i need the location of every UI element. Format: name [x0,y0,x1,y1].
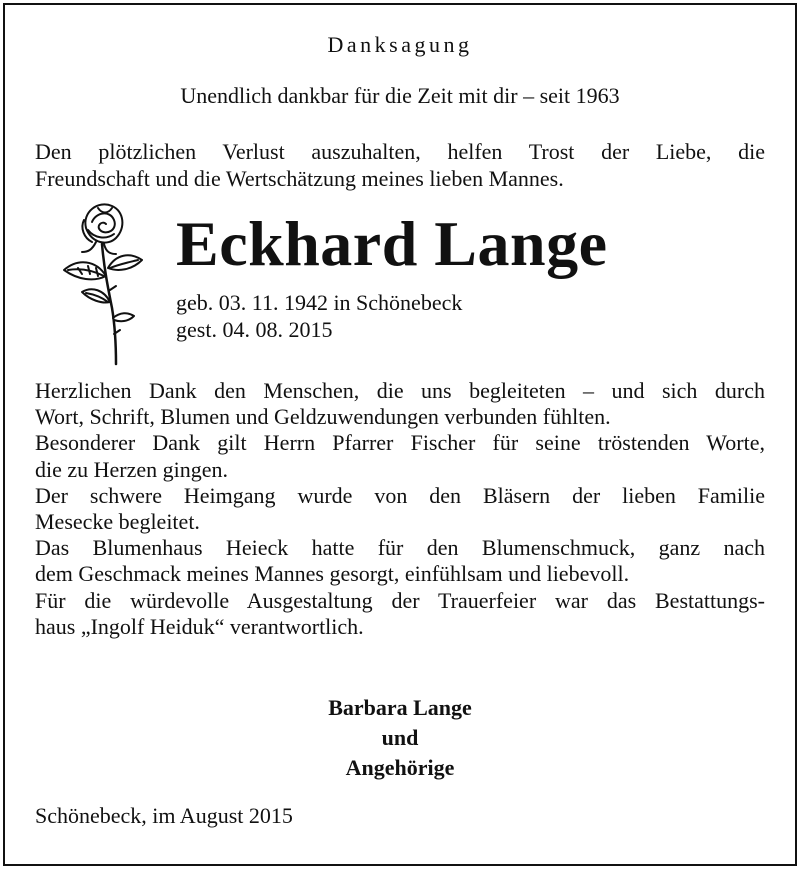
heading: Danksagung [327,32,473,57]
body-line: die zu Herzen gingen. [35,456,229,482]
intro-line: Freundschaft und die Wertschätzung meines lieben Mannes. [35,166,564,191]
intro-line: Den plötzlichen Verlust auszuhalten, helfen Trost der Liebe, die [35,139,765,164]
body-line: Mesecke begleitet. [35,509,200,535]
body-text [35,378,765,640]
signature-conjunction: und [381,725,419,750]
body-line: Besonderer Dank gilt Herrn Pfarrer Fischer für seine tröstenden Worte, [35,430,765,456]
body-line: Herzlichen Dank den Menschen, die uns begleiteten – und sich durch [35,378,765,403]
subheading: Unendlich dankbar für die Zeit mit dir – seit 1963 [180,83,620,108]
intro-text [35,138,765,192]
body-line: dem Geschmack meines Mannes gesorgt, einfühlsam und liebevoll. [35,561,630,587]
place-date: Schönebeck, im August 2015 [35,803,293,828]
body-line: Wort, Schrift, Blumen und Geldzuwendungen verbunden fühlten. [35,404,611,430]
deceased-name: Eckhard Lange [176,208,608,279]
signature-name: Barbara Lange [328,695,472,720]
body-line: Der schwere Heimgang wurde von den Bläsern der lieben Familie [35,482,765,508]
death-date: gest. 04. 08. 2015 [176,317,333,342]
body-line: haus „Ingolf Heiduk“ verantwortlich. [35,613,364,639]
rose-icon [58,198,148,368]
signature [0,693,800,783]
birth-date: geb. 03. 11. 1942 in Schönebeck [176,290,463,315]
life-dates [176,289,462,343]
signature-relatives: Angehörige [345,755,455,780]
body-line: Für die würdevolle Ausgestaltung der Trauerfeier war das Bestattungs- [35,587,765,613]
body-line: Das Blumenhaus Heieck hatte für den Blumenschmuck, ganz nach [35,535,765,561]
